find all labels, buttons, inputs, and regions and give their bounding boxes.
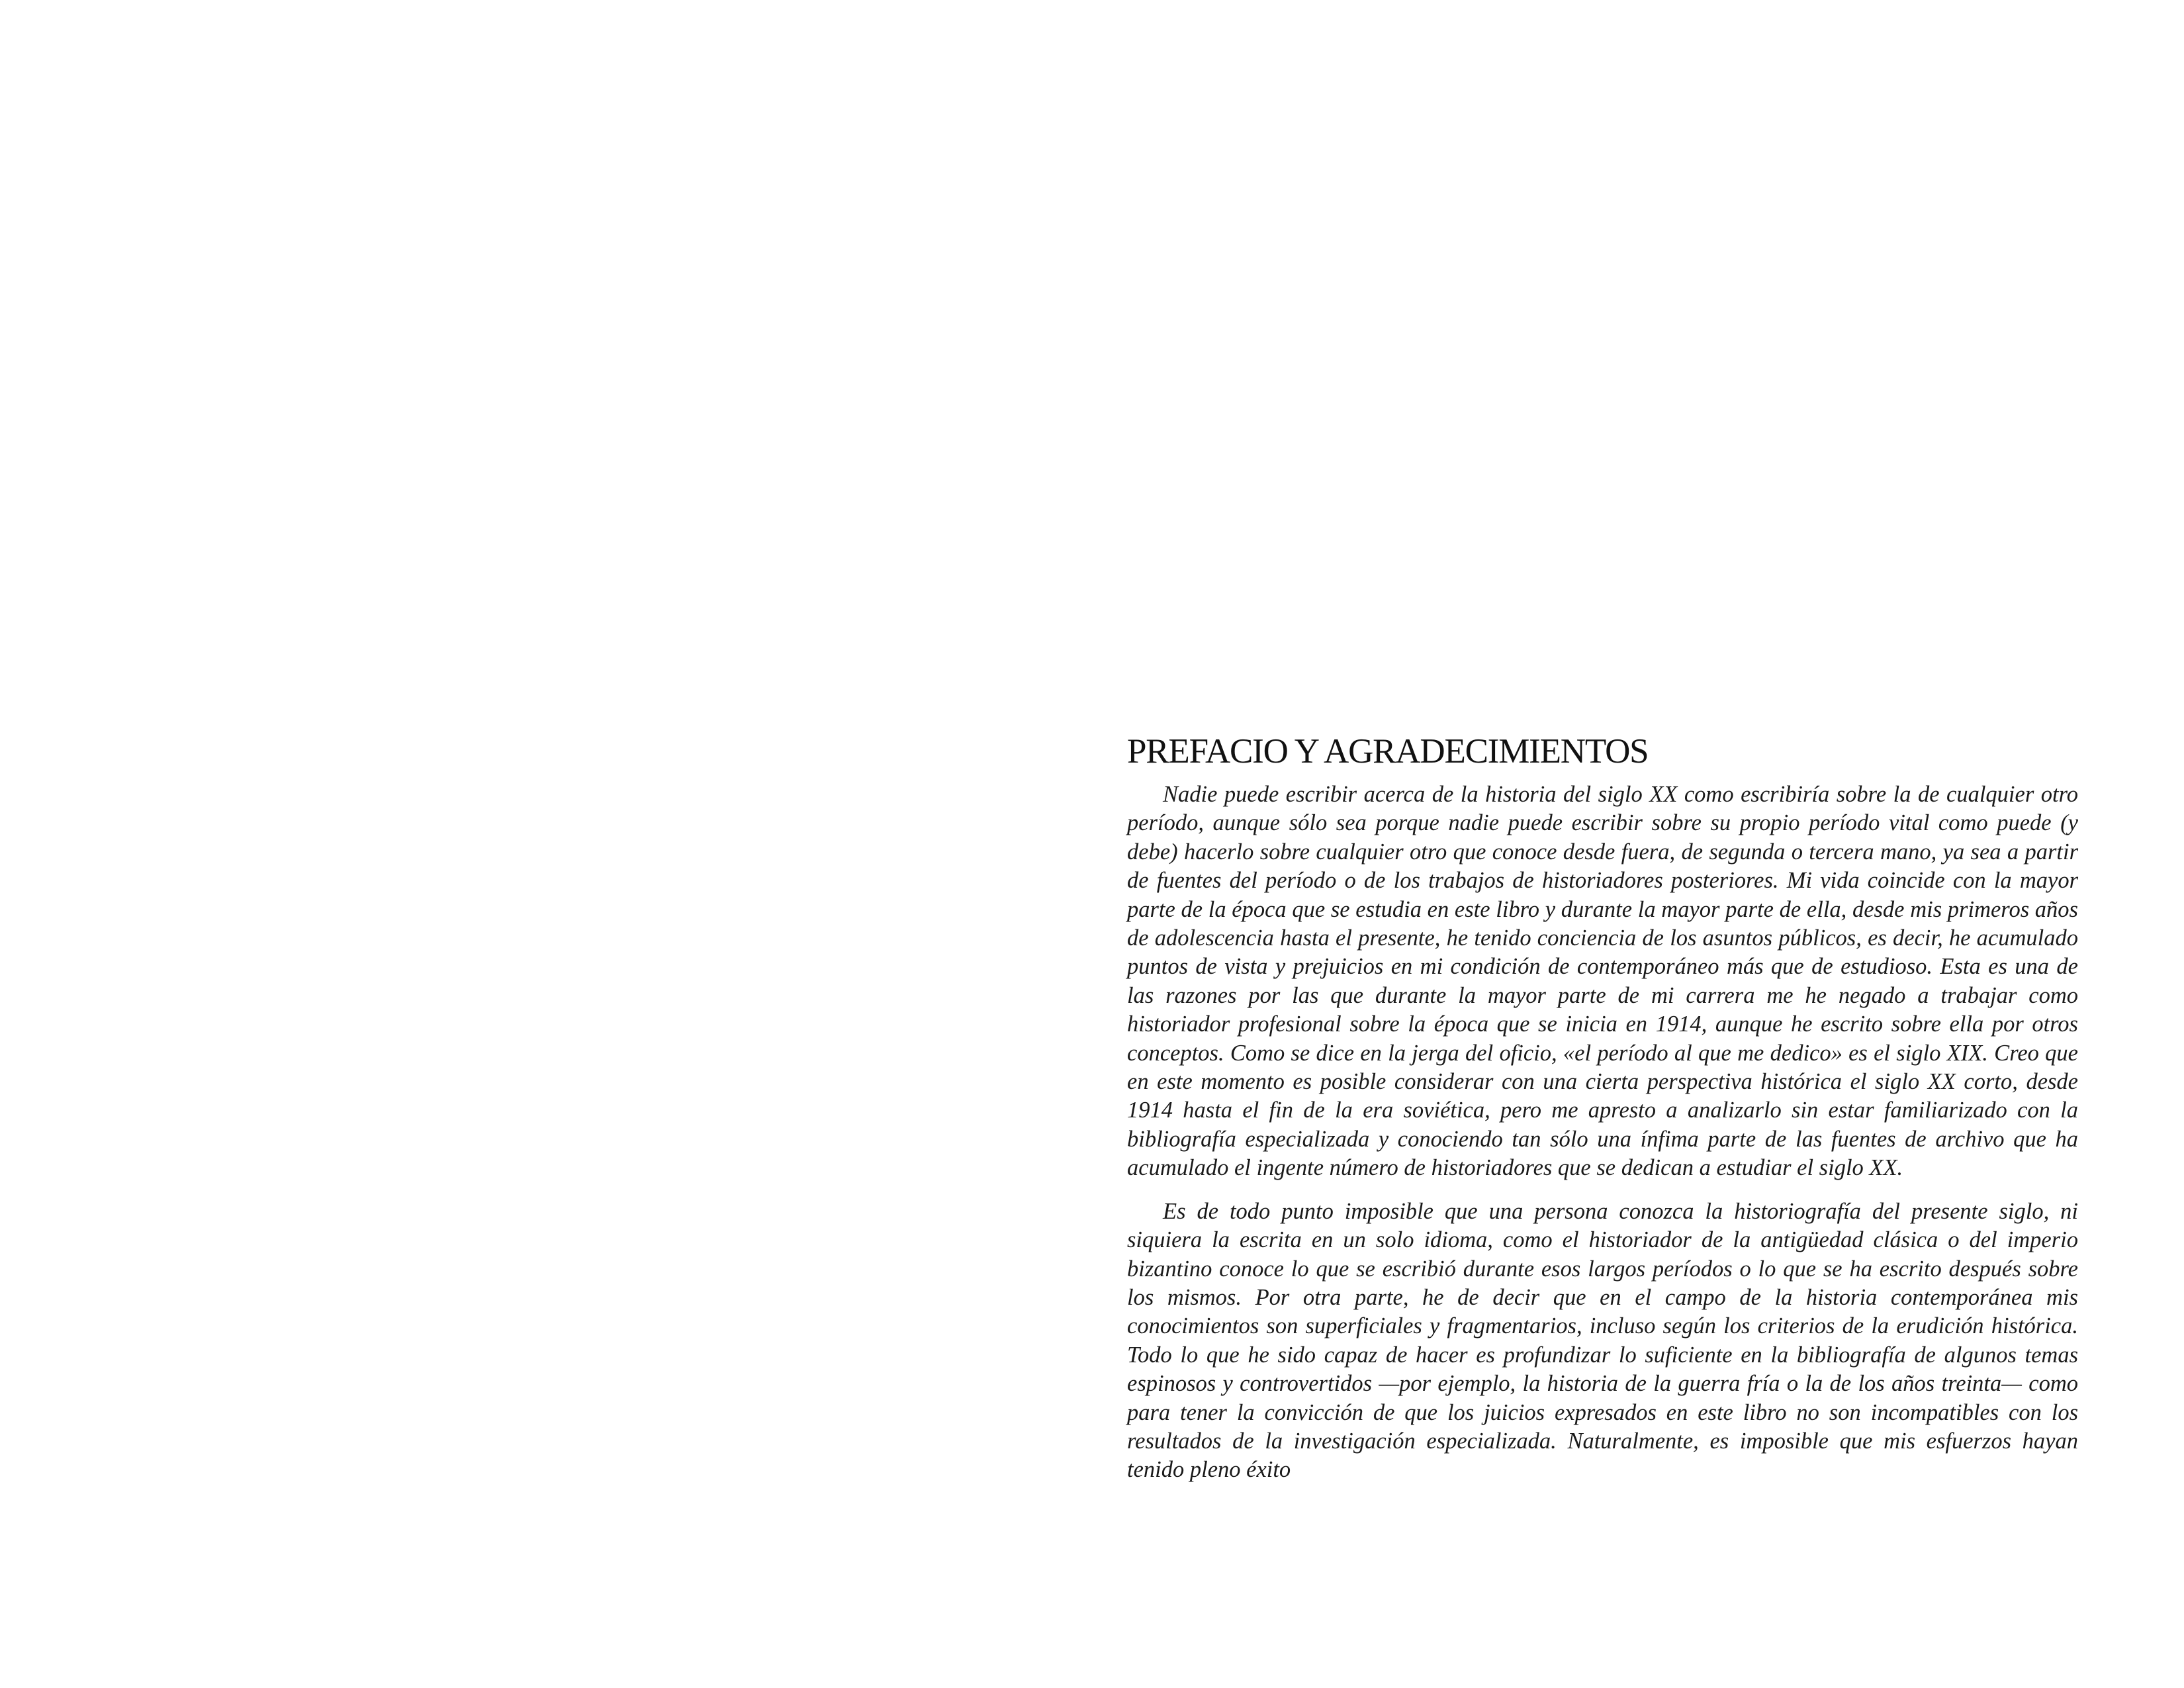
page-content (1127, 731, 2078, 1485)
right-page (1092, 0, 2184, 1688)
paragraph-2: Es de todo punto imposible que una persona conozca la historiografía del presente siglo, ni siquiera la escrita en un solo idioma, como el historiador de la antigüedad clásica o del imperio bizantino conoce lo que se escribió durante esos largos períodos o lo que se ha escrito después sobre los mismos. Por otra parte, he de decir que en el campo de la historia contemporánea mis conocimientos son superficiales y fragmentarios, incluso según los criterios de la erudición histórica. Todo lo que he sido capaz de hacer es profundizar lo suficiente en la bibliografía de algunos temas espinosos y controvertidos —por ejemplo, la historia de la guerra fría o la de los años treinta— como para tener la convicción de que los juicios expresados en este libro no son incompatibles con los resultados de la investigación especializada. Naturalmente, es imposible que mis esfuerzos hayan tenido pleno éxito (1127, 1198, 2078, 1483)
page-title: PREFACIO Y AGRADECIMIENTOS (1127, 732, 1649, 771)
paragraph-1: Nadie puede escribir acerca de la historia del siglo XX como escribiría sobre la de cualquier otro período, aunque sólo sea porque nadie puede escribir sobre su propio período vital como puede (y debe) hacerlo sobre cualquier otro que conoce desde fuera, de segunda o tercera mano, ya sea a partir de fuentes del período o de los trabajos de historiadores posteriores. Mi vida coincide con la mayor parte de la época que se estudia en este libro y durante la mayor parte de ella, desde mis primeros años de adolescencia hasta el presente, he tenido conciencia de los asuntos públicos, es decir, he acumulado puntos de vista y prejuicios en mi condición de contemporáneo más que de estudioso. Esta es una de las razones por las que durante la mayor parte de mi carrera me he negado a trabajar como historiador profesional sobre la época que se inicia en 1914, aunque he escrito sobre ella por otros conceptos. Como se dice en la jerga del oficio, «el período al que me dedico» es el siglo XIX. Creo que en este momento es posible considerar con una cierta perspectiva histórica el siglo XX corto, desde 1914 hasta el fin de la era soviética, pero me apresto a analizarlo sin estar familiarizado con la bibliografía especializada y conociendo tan sólo una ínfima parte de las fuentes de archivo que ha acumulado el ingente número de historiadores que se dedican a estudiar el siglo XX. (1127, 782, 2078, 1181)
